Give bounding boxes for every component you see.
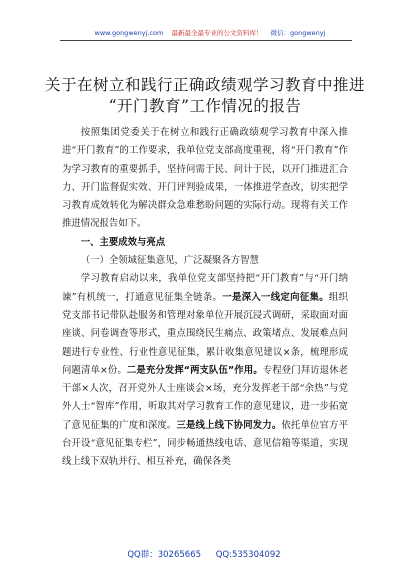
footer-qq: QQ:535304092 bbox=[215, 550, 281, 560]
body-paragraph bbox=[62, 270, 348, 471]
header-divider bbox=[60, 40, 352, 41]
paragraph-text: 专程登门拜访退休老干部×人次，召开党外人士座谈会×场，充分发挥老干部“余热”与党外人士“智库”作用，听取其对学习教育工作的意见建议，进一步拓宽了意见征集的广度和深度。 bbox=[62, 364, 349, 431]
paragraph-text: 学习教育启动以来，我单位党支部坚持把“开门教育”与“开门纳谏”有机统一，打通意见征集全链条。 bbox=[62, 273, 348, 303]
header-site-link[interactable]: www.gongwenyj.com bbox=[94, 29, 164, 37]
paragraph-text: 组织党支部书记带队赴服务和管理对象单位开展沉浸式调研，采取面对面座谈、问卷调查等形式，重点围绕民生痛点、政策堵点、发展难点问题进行专业性、行业性意见征集，累计收集意见建议×条，梳理形成问题清单×份。 bbox=[62, 291, 348, 376]
document-title bbox=[40, 75, 370, 117]
emphasis-text: 一是深入一线定向征集。 bbox=[222, 291, 329, 303]
page-footer bbox=[0, 548, 408, 560]
page-header bbox=[60, 28, 360, 37]
header-slogan: 最新最全最专业的公文资料库！ bbox=[171, 29, 263, 37]
footer-qq-group: QQ群：30265665 bbox=[127, 550, 202, 560]
intro-paragraph: 按照集团党委关于在树立和践行正确政绩观学习教育中深入推进“开门教育”的工作要求，我单位党支部高度重视，将“开门教育”作为学习教育的重要抓手，坚持问需于民、问计于民，以开门推进汇合力、开门监督促实效、开门评判验成果，一体推进学查改，切实把学习教育成效转化为解决群众急难愁盼问题的实际行动。现将有关工作推进情况报告如下。 bbox=[62, 127, 348, 230]
title-line-2: “开门教育”工作情况的报告 bbox=[108, 97, 302, 115]
emphasis-text: 二是充分发挥“两支队伍”作用。 bbox=[126, 364, 263, 376]
title-line-1: 关于在树立和践行正确政绩观学习教育中推进 bbox=[44, 76, 365, 94]
header-wechat: 微信：gongwenyj bbox=[270, 29, 326, 37]
section-heading: 一、主要成效与亮点 bbox=[80, 236, 166, 248]
subsection-heading: （一）全领域征集意见，广泛凝聚各方智慧 bbox=[80, 255, 259, 267]
emphasis-text: 三是线上线下协同发力。 bbox=[176, 419, 282, 431]
document-body bbox=[62, 124, 348, 472]
paragraph-text: 依托单位官方平台开设“意见征集专栏”，同步畅通热线电话、意见信箱等渠道，实现线上线下双轨并行、相互补充，确保各类 bbox=[62, 419, 348, 468]
